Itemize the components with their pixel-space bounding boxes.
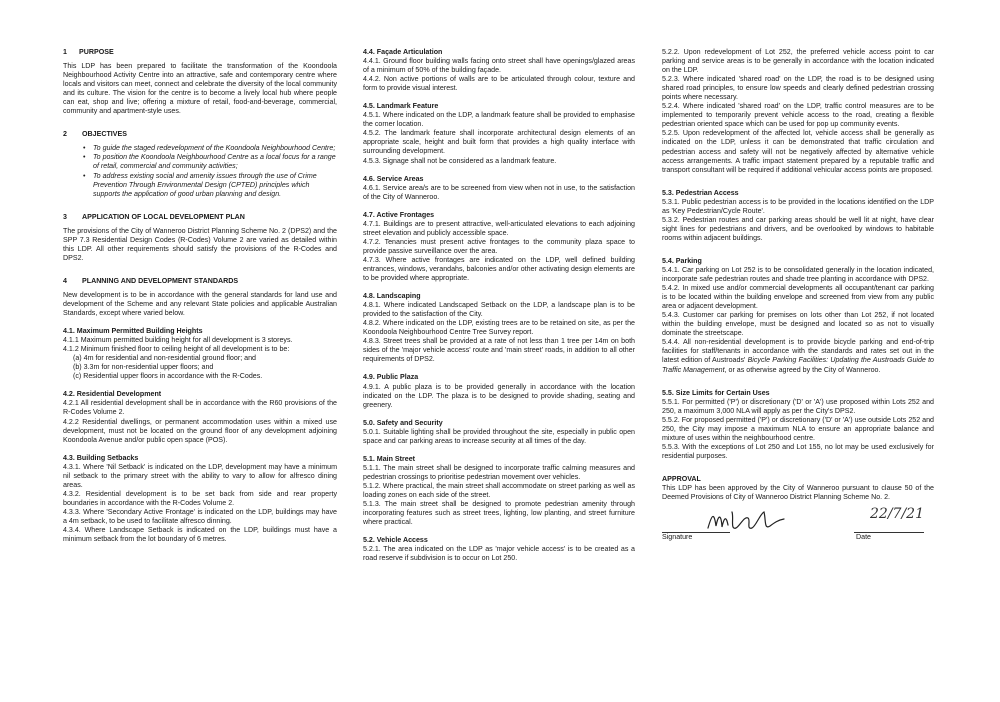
paragraph: 4.3.2. Residential development is to be set back from side and rear property boundaries in accordance with the R-Codes Volume 2. bbox=[63, 489, 337, 507]
signature-label: Signature bbox=[662, 533, 693, 542]
section-heading: 1 PURPOSE bbox=[63, 48, 114, 56]
paragraph: 4.1.1 Maximum permitted building height for all development is 3 storeys. bbox=[63, 336, 293, 345]
paragraph: This LDP has been prepared to facilitate the transformation of the Koondoola Neighbourhood Activity Centre into an attractive, safe and contemporary centre where locals and visitors can meet, connect and celebrate the diversity of the local community and its culture. The vision for the centre is to become a lively local hub where people can eat, shop and live; offering a mixture of retail, food-and-beverage, commercial, community and apartment-style uses. bbox=[63, 62, 337, 116]
paragraph: 4.1.2 Minimum finished floor to ceiling height of all development is to be: bbox=[63, 345, 290, 354]
paragraph: 5.2.4. Where indicated 'shared road' on the LDP, traffic control measures are to be implemented to temporarily prevent vehicle access to the road, creating a flexible pedestrian oriented space which can be used for pop up community events. bbox=[662, 102, 934, 129]
paragraph: 4.3.3. Where 'Secondary Active Frontage' is indicated on the LDP, buildings may have a 4m setback, to be used to facilitate alfresco dinning. bbox=[63, 507, 337, 525]
subsection-heading: 4.3. Building Setbacks bbox=[63, 453, 139, 462]
approval-text: This LDP has been approved by the City of Wanneroo pursuant to clause 50 of the Deemed Provisions of City of Wanneroo District Planning Scheme No. 2. bbox=[662, 483, 934, 502]
paragraph: 4.8.3. Street trees shall be provided at a rate of not less than 1 tree per 14m on both sides of the 'major vehicle access' route and 'main street' roads, in addition to all other requirements of DPS2. bbox=[363, 337, 635, 364]
paragraph: 4.5.3. Signage shall not be considered as a landmark feature. bbox=[363, 156, 557, 165]
subsection-heading: 4.4. Façade Articulation bbox=[363, 48, 443, 56]
subsection-heading: 4.9. Public Plaza bbox=[363, 373, 419, 382]
paragraph: 4.2.1 All residential development shall be in accordance with the R60 provisions of the R-Codes Volume 2. bbox=[63, 399, 337, 417]
signature-block bbox=[662, 506, 934, 540]
section-heading: 4 PLANNING AND DEVELOPMENT STANDARDS bbox=[63, 276, 239, 285]
subsection-heading: 5.4. Parking bbox=[662, 256, 702, 265]
subsection-heading: 4.2. Residential Development bbox=[63, 390, 162, 399]
subsection-heading: 5.3. Pedestrian Access bbox=[662, 188, 739, 197]
column-left bbox=[63, 48, 337, 544]
paragraph: 5.1.3. The main street shall be designed to promote pedestrian amenity through incorporating features such as street trees, lighting, low planting, and street furniture where practical. bbox=[363, 500, 635, 527]
paragraph: 5.2.5. Upon redevelopment of the affected lot, vehicle access shall be generally as indicated on the LDP, unless it can be demonstrated that traffic circulation and pedestrian access and safety will not be negatively affected by alternative vehicle access arrangements. A traffic impact statement prepared by a reputable traffic and transport consultant will be required if additional vehicular access points are proposed. bbox=[662, 129, 934, 174]
subsection-heading: 4.6. Service Areas bbox=[363, 174, 424, 183]
paragraph: 5.1.2. Where practical, the main street shall accommodate on street parking as well as loading zones on each side of the street. bbox=[363, 481, 635, 499]
list-item: • To position the Koondoola Neighbourhood Centre as a local focus for a range of retail, commercial and community activities; bbox=[93, 153, 337, 171]
paragraph: New development is to be in accordance with the general standards for land use and development of the Scheme and any relevant State policies and applicable Australian Standards, except where varied below. bbox=[63, 290, 337, 318]
objectives-list bbox=[63, 144, 337, 198]
paragraph: 5.3.1. Public pedestrian access is to be provided in the locations identified on the LDP as 'Key Pedestrian/Cycle Route'. bbox=[662, 197, 934, 215]
subsection-heading: 5.2. Vehicle Access bbox=[363, 536, 428, 545]
paragraph: 5.3.2. Pedestrian routes and car parking areas should be well lit at night, have clear sight lines for pedestrians and drivers, and be overlooked by windows to habitable rooms within adjacent buildings. bbox=[662, 215, 934, 242]
paragraph: 5.1.1. The main street shall be designed to incorporate traffic calming measures and pedestrian crossings to prioritise pedestrian movement over vehicles. bbox=[363, 463, 635, 481]
paragraph: 4.8.2. Where indicated on the LDP, existing trees are to be retained on site, as per the Koondoola Neighbourhood Centre Tree Survey report. bbox=[363, 319, 635, 337]
subsection-heading: 5.5. Size Limits for Certain Uses bbox=[662, 388, 770, 397]
paragraph: 4.7.3. Where active frontages are indicated on the LDP, well defined building entrances, windows, verandahs, balconies and/or other activating design elements are to be provided where appropriate. bbox=[363, 255, 635, 283]
subsection-heading: 4.5. Landmark Feature bbox=[363, 102, 439, 111]
list-item: • To address existing social and amenity issues through the use of Crime Prevention Through Environmental Design (CPTED) principles which supports the application of good urban planning and design. bbox=[93, 172, 337, 199]
paragraph: 4.4.2. Non active portions of walls are to be articulated through colour, texture and form to provide visual interest. bbox=[363, 75, 635, 93]
paragraph: 5.0.1. Suitable lighting shall be provided throughout the site, especially in public open space and car parking areas to increase security at all times of the day. bbox=[363, 427, 635, 445]
publication-title: Bicycle Parking Facilities: Updating the Austroads Guide to Traffic Management bbox=[662, 356, 934, 374]
date-label: Date bbox=[856, 533, 871, 542]
handwritten-date: 22/7/21 bbox=[870, 506, 924, 523]
paragraph: The provisions of the City of Wanneroo District Planning Scheme No. 2 (DPS2) and the SPP 7.3 Residential Design Codes (R-Codes) Volume 2 are varied as detailed within this LDP. All other requirements should satisfy the provisions of the R-Codes and DPS2. bbox=[63, 226, 337, 262]
paragraph: 5.4.4. All non-residential development is to provide bicycle parking and end-of-trip facilities for staff/tenants in accordance with the standards and rates set out in the latest edition of Austroads' Bicycle Parking Facilities: Updating the Austroads Guide to Traffic Management, or as otherwise agreed by the City of Wanneroo. bbox=[662, 338, 934, 374]
paragraph: 4.4.1. Ground floor building walls facing onto street shall have openings/glazed areas of a minimum of 50% of the building façade. bbox=[363, 57, 635, 75]
paragraph: 4.5.1. Where indicated on the LDP, a landmark feature shall be provided to emphasise the corner location. bbox=[363, 111, 635, 129]
column-right bbox=[662, 48, 934, 540]
list-item: (a) 4m for residential and non-residential ground floor; and bbox=[73, 354, 256, 363]
subsection-heading: 5.0. Safety and Security bbox=[363, 418, 443, 427]
approval-heading: APPROVAL bbox=[662, 474, 701, 483]
paragraph: 5.5.3. With the exceptions of Lot 250 and Lot 155, no lot may be used exclusively for residential purposes. bbox=[662, 442, 934, 460]
subsection-heading: 4.7. Active Frontages bbox=[363, 210, 435, 219]
paragraph: 4.5.2. The landmark feature shall incorporate architectural design elements of an appropriate scale, height and built form that provides a high quality interface with surrounding development. bbox=[363, 129, 635, 156]
subsection-heading: 4.8. Landscaping bbox=[363, 292, 421, 301]
list-item: • To guide the staged redevelopment of the Koondoola Neighbourhood Centre; bbox=[93, 144, 337, 153]
column-middle bbox=[363, 48, 635, 563]
paragraph: 4.9.1. A public plaza is to be provided generally in accordance with the location indicated on the LDP. The plaza is to be designed to provide shading, seating and greenery. bbox=[363, 382, 635, 409]
paragraph: 5.4.3. Customer car parking for premises on lots other than Lot 252, if not located within the building envelope, must be designed and located so as not to visually dominate the streetscape. bbox=[662, 311, 934, 338]
section-heading: 3 APPLICATION OF LOCAL DEVELOPMENT PLAN bbox=[63, 212, 245, 221]
paragraph: 4.7.2. Tenancies must present active frontages to the community plaza space to provide passive surveillance over the area. bbox=[363, 237, 635, 255]
subsection-heading: 5.1. Main Street bbox=[363, 454, 416, 463]
paragraph: 5.5.2. For proposed permitted ('P') or discretionary ('D' or 'A') use outside Lots 252 and 250, the City may impose a maximum NLA to ensure an appropriate balance and mixture of uses within the neighbourhood centre. bbox=[662, 415, 934, 442]
section-heading: 2 OBJECTIVES bbox=[63, 130, 127, 139]
paragraph: 5.5.1. For permitted ('P') or discretionary ('D' or 'A') use proposed within Lots 252 and 250, a maximum 3,000 NLA will apply as per the City's DPS2. bbox=[662, 397, 934, 415]
list-item: (b) 3.3m for non-residential upper floors; and bbox=[73, 363, 214, 372]
paragraph: 4.8.1. Where indicated Landscaped Setback on the LDP, a landscape plan is to be provided to the satisfaction of the City. bbox=[363, 301, 635, 319]
paragraph: 5.4.2. In mixed use and/or commercial developments all occupant/tenant car parking is to be located within the building envelope and screened from view from any public area or adjacent development. bbox=[662, 284, 934, 311]
paragraph: 4.7.1. Buildings are to present attractive, well-articulated elevations to each adjoining street elevation and publicly accessible space. bbox=[363, 219, 635, 237]
paragraph: 5.2.2. Upon redevelopment of Lot 252, the preferred vehicle access point to car parking and service areas is to be generally in accordance with the location indicated on the LDP. bbox=[662, 48, 934, 75]
paragraph: 5.2.3. Where indicated 'shared road' on the LDP, the road is to be designed using shared road principles, to ensure low speeds and clearly defined pedestrian crossing points where necessary. bbox=[662, 75, 934, 102]
subsection-heading: 4.1. Maximum Permitted Building Heights bbox=[63, 327, 203, 336]
paragraph: 4.3.4. Where Landscape Setback is indicated on the LDP, buildings must have a minimum setback from the lot boundary of 6 metres. bbox=[63, 526, 337, 544]
paragraph: 4.2.2 Residential dwellings, or permanent accommodation uses within a mixed use development, must not be located on the ground floor of any development adjoining Koondoola Avenue and/or public open space (POS). bbox=[63, 417, 337, 444]
paragraph: 4.6.1. Service area/s are to be screened from view when not in use, to the satisfaction of the City of Wanneroo. bbox=[363, 183, 635, 201]
paragraph: 5.2.1. The area indicated on the LDP as 'major vehicle access' is to be created as a road reserve if subdivision is to occur on Lot 250. bbox=[363, 545, 635, 563]
paragraph: 5.4.1. Car parking on Lot 252 is to be consolidated generally in the location indicated, incorporate safe pedestrian routes and shade tree planting in accordance with DPS2. bbox=[662, 265, 934, 284]
list-item: (c) Residential upper floors in accordance with the R-Codes. bbox=[73, 372, 263, 381]
paragraph: 4.3.1. Where 'Nil Setback' is indicated on the LDP, development may have a minimum nil setback to the primary street with the ability to vary to allow for alfresco dining areas. bbox=[63, 462, 337, 489]
